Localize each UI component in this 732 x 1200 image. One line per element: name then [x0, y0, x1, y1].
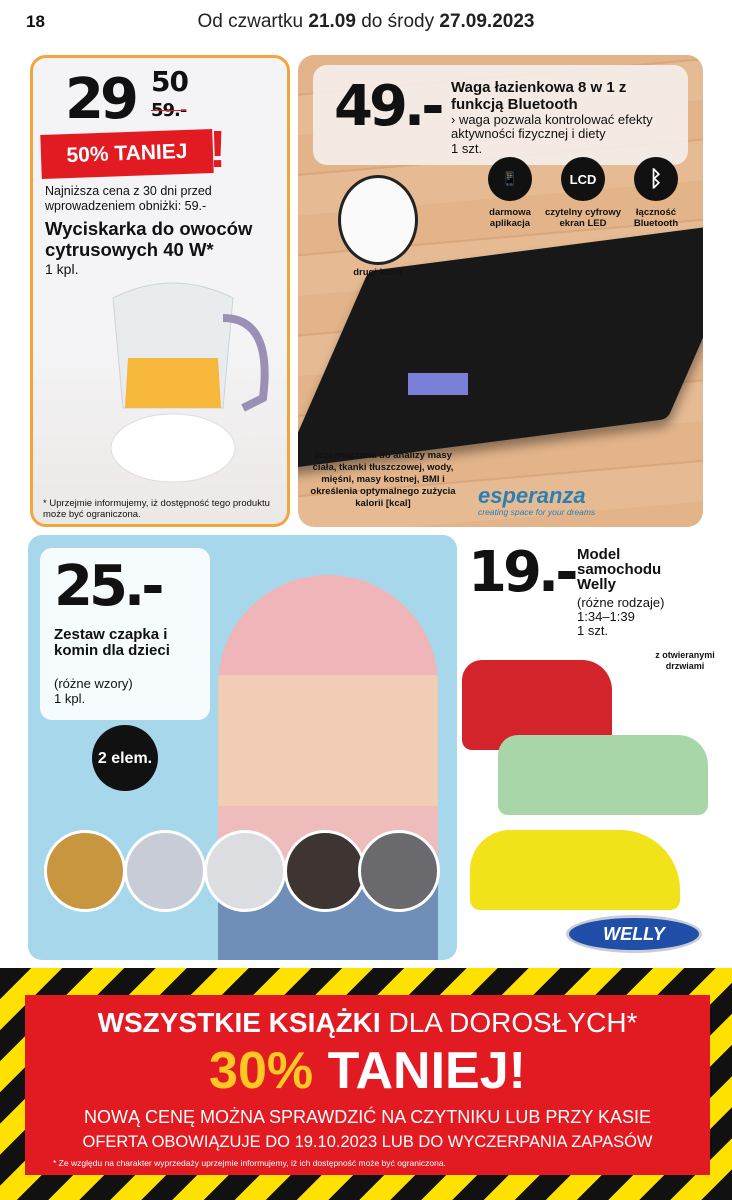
product-name: Zestaw czapka i komin dla dzieci — [54, 626, 170, 659]
discount-text: TANIEJ! — [313, 1042, 526, 1100]
feature-lcd — [543, 157, 623, 229]
feature-label: czytelny cyfrowy ekran LED — [544, 207, 622, 229]
brand-tagline: creating space for your dreams — [478, 507, 596, 517]
product-qty: 1 kpl. — [45, 261, 79, 277]
scale-display — [408, 373, 468, 395]
date-prefix: Od czwartku — [197, 11, 304, 32]
books-promo-banner — [0, 968, 732, 1200]
product-qty: 1 kpl. — [54, 691, 86, 706]
variants: (różne rodzaje) — [577, 595, 665, 610]
phone-app-icon: 📱 — [488, 157, 532, 201]
offer-kids-set[interactable] — [28, 535, 457, 960]
old-price: 59.- — [151, 100, 187, 121]
alt-color-image — [338, 175, 418, 265]
price-cents: 50 — [151, 65, 188, 98]
feature-label: darmowa aplikacja — [489, 207, 531, 229]
footnote: * Uprzejmie informujemy, iż dostępność tego produktu może być ograniczona. — [43, 498, 270, 520]
promo-price-check: NOWĄ CENĘ MOŻNA SPRAWDZIĆ NA CZYTNIKU LUB PRZY KASIE — [83, 1107, 652, 1127]
date-to: 27.09.2023 — [439, 11, 535, 32]
price: 25.- — [54, 554, 161, 619]
promo-validity: OFERTA OBOWIĄZUJE DO 19.10.2023 LUB DO WYCZERPANIA ZAPASÓW — [82, 1133, 653, 1151]
brand-logo: esperanza — [478, 483, 586, 508]
bluetooth-icon: ᛒ — [634, 157, 678, 201]
feature-label: łączność Bluetooth — [633, 207, 679, 229]
promo-discount — [25, 1041, 710, 1101]
promo-headline — [25, 1007, 710, 1039]
date-range — [0, 11, 732, 33]
headline-rest: DLA DOROSŁYCH* — [380, 1007, 638, 1038]
promo-footnote: * Ze względu na charakter wyprzedaży uprzejmie informujemy, iż ich dostępność może być ograniczona. — [53, 1158, 446, 1168]
product-qty: 1 szt. — [451, 141, 483, 156]
product-name: Waga łazienkowa 8 w 1 z funkcją Bluetooth — [451, 79, 627, 113]
feature-bluetooth — [616, 157, 696, 229]
elements-badge: 2 elem. — [92, 725, 158, 791]
juicer-image — [73, 258, 273, 488]
green-car-image — [498, 735, 708, 815]
price: 19.- — [468, 540, 575, 605]
pattern-swatch — [284, 830, 366, 912]
exclamation-mark: ! — [209, 121, 227, 179]
product-desc: › waga pozwala kontrolować efekty aktywności fizycznej i diety — [451, 112, 653, 141]
offer-juicer[interactable] — [30, 55, 290, 527]
welly-logo: WELLY — [566, 915, 702, 953]
alt-color-label: drugi kolor — [353, 267, 403, 278]
doors-note: z otwieranymi drzwiami — [655, 650, 715, 671]
pattern-swatch — [124, 830, 206, 912]
product-desc — [577, 596, 664, 638]
offer-scale[interactable] — [298, 55, 703, 527]
discount-badge: 50% TANIEJ — [40, 129, 213, 179]
promo-box — [25, 995, 710, 1175]
yellow-car-image — [470, 830, 680, 910]
pattern-swatch — [204, 830, 286, 912]
feature-app — [470, 157, 550, 229]
headline-bold: WSZYSTKIE KSIĄŻKI — [97, 1007, 381, 1038]
discount-percent: 30% — [209, 1042, 314, 1100]
product-variants: (różne wzory) — [54, 676, 133, 691]
page-number: 18 — [26, 12, 45, 31]
product-name: Model samochodu Welly — [577, 546, 662, 593]
product-name: Wyciskarka do owoców cytrusowych 40 W* — [45, 218, 253, 260]
scale-ratio: 1:34–1:39 — [577, 609, 635, 624]
pattern-swatch — [358, 830, 440, 912]
lowest-price-note: Najniższa cena z 30 dni przed wprowadzeniem obniżki: 59.- — [45, 184, 212, 213]
date-from: 21.09 — [308, 11, 356, 32]
analysis-note: przeznaczona do analizy masy ciała, tkanki tłuszczowej, wody, mięśni, masy kostnej, BMI i określenia optymalnego zużycia kalorii [kcal] — [310, 450, 456, 509]
pattern-swatch — [44, 830, 126, 912]
price-main: 29 — [65, 67, 135, 132]
price: 49.- — [334, 74, 441, 139]
lcd-icon: LCD — [561, 157, 605, 201]
qty: 1 szt. — [577, 623, 609, 638]
date-mid: do środy — [361, 11, 435, 32]
